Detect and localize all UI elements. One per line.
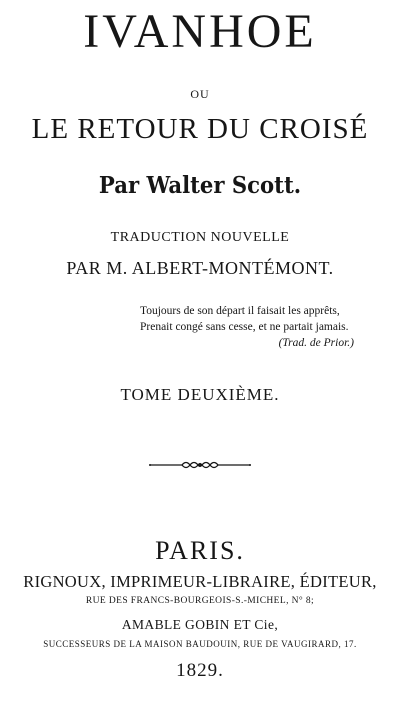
imprint-year: 1829. [176,660,224,681]
author-line: Par Walter Scott. [98,172,302,199]
book-title: IVANHOE [83,5,317,58]
epigraph [140,303,390,351]
translation-label: TRADUCTION NOUVELLE [110,230,290,245]
book-subtitle: LE RETOUR DU CROISÉ [31,113,369,145]
imprint-printer-address: RUE DES FRANCS-BOURGEOIS-S.-MICHEL, N° 8; [85,596,315,606]
imprint-printer: RIGNOUX, IMPRIMEUR-LIBRAIRE, ÉDITEUR, [23,572,377,591]
volume-label: TOME DEUXIÈME. [120,385,280,404]
decorative-rule-ornament-icon [148,458,252,472]
epigraph-line-2: Prenait congé sans cesse, et ne partait jamais. [140,321,349,333]
imprint-publisher: AMABLE GOBIN ET Cie, [121,617,279,632]
translator-name: PAR M. ALBERT-MONTÉMONT. [66,258,334,278]
epigraph-line-1: Toujours de son départ il faisait les apprêts, [140,305,340,317]
epigraph-source: (Trad. de Prior.) [278,337,354,349]
title-conjunction: OU [190,87,210,101]
imprint-city: PARIS. [155,536,245,565]
imprint-successors: SUCCESSEURS DE LA MAISON BAUDOUIN, RUE DE VAUGIRARD, 17. [43,639,357,649]
